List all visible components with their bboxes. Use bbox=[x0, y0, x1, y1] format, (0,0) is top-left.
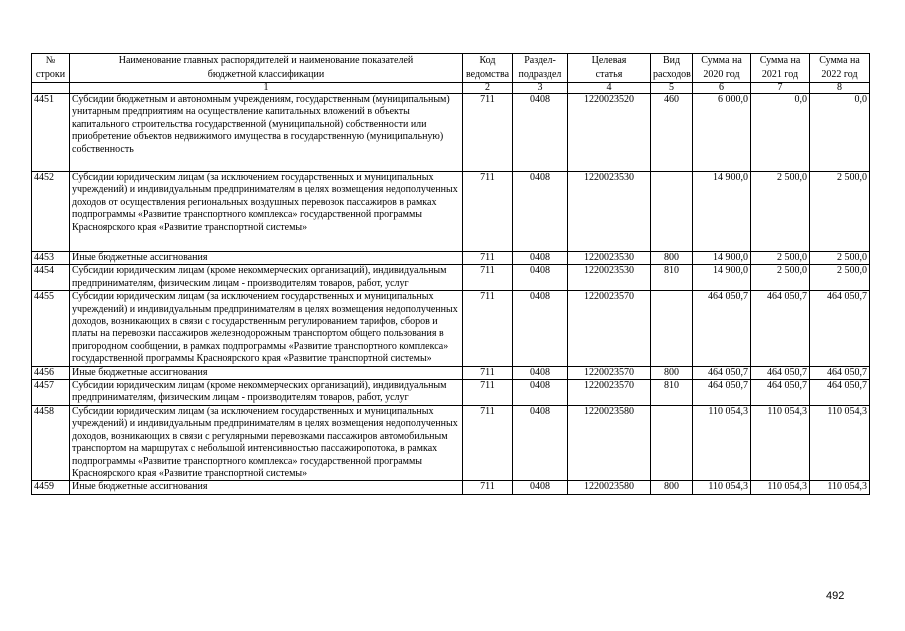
section-subsection: 0408 bbox=[513, 380, 568, 406]
sum-2020: 110 054,3 bbox=[693, 481, 751, 494]
column-number: 8 bbox=[810, 83, 870, 94]
expense-type bbox=[651, 405, 693, 480]
department-code: 711 bbox=[463, 291, 513, 366]
section-subsection: 0408 bbox=[513, 172, 568, 252]
sum-2022: 110 054,3 bbox=[810, 405, 870, 480]
sum-2020: 464 050,7 bbox=[693, 366, 751, 379]
expense-type: 800 bbox=[651, 252, 693, 265]
target-article: 1220023570 bbox=[568, 291, 651, 366]
sum-2020: 464 050,7 bbox=[693, 380, 751, 406]
row-number: 4457 bbox=[32, 380, 70, 406]
sum-2021: 110 054,3 bbox=[751, 405, 810, 480]
header-sum-2021: Сумма на 2021 год bbox=[751, 54, 810, 83]
indicator-name: Субсидии юридическим лицам (за исключением государственных и муниципальных учреждений) и индивидуальным предпринимателям в целях возмещения недополученных доходов, возникающих в связи с государственным регулированием тарифов, сборов и платы на перевозки пассажиров железнодорожным транспортом общего пользования в пригородном сообщении, в рамках подпрограммы «Развитие транспортного комплекса» государственной программы Красноярского края «Развитие транспортной системы» bbox=[70, 291, 463, 366]
header-row bbox=[32, 54, 870, 83]
sum-2022: 464 050,7 bbox=[810, 380, 870, 406]
table-row bbox=[32, 265, 870, 291]
header-type: Вид расходов bbox=[651, 54, 693, 83]
expense-type bbox=[651, 172, 693, 252]
sum-2022: 2 500,0 bbox=[810, 172, 870, 252]
row-number: 4456 bbox=[32, 366, 70, 379]
table-row bbox=[32, 380, 870, 406]
sum-2021: 0,0 bbox=[751, 94, 810, 172]
expense-type: 460 bbox=[651, 94, 693, 172]
sum-2020: 14 900,0 bbox=[693, 172, 751, 252]
sum-2022: 464 050,7 bbox=[810, 366, 870, 379]
section-subsection: 0408 bbox=[513, 366, 568, 379]
section-subsection: 0408 bbox=[513, 481, 568, 494]
column-number: 6 bbox=[693, 83, 751, 94]
column-number: 3 bbox=[513, 83, 568, 94]
table-row bbox=[32, 252, 870, 265]
target-article: 1220023530 bbox=[568, 172, 651, 252]
sum-2021: 464 050,7 bbox=[751, 380, 810, 406]
section-subsection: 0408 bbox=[513, 94, 568, 172]
indicator-name: Субсидии юридическим лицам (за исключением государственных и муниципальных учреждений) и индивидуальным предпринимателям в целях возмещения недополученных доходов от осуществления региональных воздушных перевозок пассажиров в рамках подпрограммы «Развитие транспортного комплекса» государственной программы Красноярского края «Развитие транспортной системы» bbox=[70, 172, 463, 252]
indicator-name: Субсидии юридическим лицам (за исключением государственных и муниципальных учреждений) и индивидуальным предпринимателям в целях возмещения недополученных доходов, возникающих в связи с регулярными перевозками пассажиров автомобильным транспортом на маршрутах с небольшой интенсивностью пассажиропотока, в рамках подпрограммы «Развитие транспортного комплекса» государственной программы Красноярского края «Развитие транспортной системы» bbox=[70, 405, 463, 480]
target-article: 1220023580 bbox=[568, 405, 651, 480]
indicator-name: Субсидии юридическим лицам (кроме некоммерческих организаций), индивидуальным предпринимателям, физическим лицам - производителям товаров, работ, услуг bbox=[70, 380, 463, 406]
section-subsection: 0408 bbox=[513, 252, 568, 265]
row-number: 4452 bbox=[32, 172, 70, 252]
indicator-name: Субсидии бюджетным и автономным учреждениям, государственным (муниципальным) унитарным предприятиям на осуществление капитальных вложений в объекты капитального строительства государственной (муниципальной) собственности или приобретение объектов недвижимого имущества в государственную (муниципальную) собственность bbox=[70, 94, 463, 172]
department-code: 711 bbox=[463, 265, 513, 291]
target-article: 1220023520 bbox=[568, 94, 651, 172]
page-number: 492 bbox=[826, 590, 845, 602]
sum-2021: 110 054,3 bbox=[751, 481, 810, 494]
expense-type: 800 bbox=[651, 481, 693, 494]
header-sum-2020: Сумма на 2020 год bbox=[693, 54, 751, 83]
expense-type: 800 bbox=[651, 366, 693, 379]
department-code: 711 bbox=[463, 366, 513, 379]
row-number: 4455 bbox=[32, 291, 70, 366]
column-number bbox=[32, 83, 70, 94]
header-section: Раздел- подраздел bbox=[513, 54, 568, 83]
header-sum-2022: Сумма на 2022 год bbox=[810, 54, 870, 83]
sum-2020: 110 054,3 bbox=[693, 405, 751, 480]
sum-2020: 14 900,0 bbox=[693, 265, 751, 291]
budget-table bbox=[31, 53, 870, 495]
sum-2020: 464 050,7 bbox=[693, 291, 751, 366]
target-article: 1220023530 bbox=[568, 265, 651, 291]
table-row bbox=[32, 291, 870, 366]
sum-2021: 2 500,0 bbox=[751, 252, 810, 265]
sum-2022: 0,0 bbox=[810, 94, 870, 172]
indicator-name: Иные бюджетные ассигнования bbox=[70, 481, 463, 494]
expense-type: 810 bbox=[651, 380, 693, 406]
sum-2022: 2 500,0 bbox=[810, 265, 870, 291]
department-code: 711 bbox=[463, 252, 513, 265]
header-num: № строки bbox=[32, 54, 70, 83]
table-row bbox=[32, 366, 870, 379]
target-article: 1220023580 bbox=[568, 481, 651, 494]
column-number: 1 bbox=[70, 83, 463, 94]
column-number: 2 bbox=[463, 83, 513, 94]
row-number: 4451 bbox=[32, 94, 70, 172]
sum-2022: 464 050,7 bbox=[810, 291, 870, 366]
sum-2021: 2 500,0 bbox=[751, 172, 810, 252]
row-number: 4454 bbox=[32, 265, 70, 291]
column-number: 5 bbox=[651, 83, 693, 94]
table-header bbox=[32, 54, 870, 94]
header-code: Код ведомства bbox=[463, 54, 513, 83]
target-article: 1220023570 bbox=[568, 366, 651, 379]
column-number: 7 bbox=[751, 83, 810, 94]
sum-2021: 464 050,7 bbox=[751, 291, 810, 366]
department-code: 711 bbox=[463, 94, 513, 172]
indicator-name: Субсидии юридическим лицам (кроме некоммерческих организаций), индивидуальным предпринимателям, физическим лицам - производителям товаров, работ, услуг bbox=[70, 265, 463, 291]
row-number: 4453 bbox=[32, 252, 70, 265]
department-code: 711 bbox=[463, 405, 513, 480]
section-subsection: 0408 bbox=[513, 291, 568, 366]
indicator-name: Иные бюджетные ассигнования bbox=[70, 366, 463, 379]
sum-2020: 14 900,0 bbox=[693, 252, 751, 265]
sum-2020: 6 000,0 bbox=[693, 94, 751, 172]
sum-2022: 2 500,0 bbox=[810, 252, 870, 265]
column-number-row bbox=[32, 83, 870, 94]
table-body bbox=[32, 94, 870, 495]
department-code: 711 bbox=[463, 172, 513, 252]
target-article: 1220023530 bbox=[568, 252, 651, 265]
table-row bbox=[32, 172, 870, 252]
expense-type bbox=[651, 291, 693, 366]
department-code: 711 bbox=[463, 481, 513, 494]
section-subsection: 0408 bbox=[513, 405, 568, 480]
header-article: Целевая статья bbox=[568, 54, 651, 83]
row-number: 4459 bbox=[32, 481, 70, 494]
table-row bbox=[32, 405, 870, 480]
column-number: 4 bbox=[568, 83, 651, 94]
expense-type: 810 bbox=[651, 265, 693, 291]
table-row bbox=[32, 94, 870, 172]
sum-2022: 110 054,3 bbox=[810, 481, 870, 494]
target-article: 1220023570 bbox=[568, 380, 651, 406]
indicator-name: Иные бюджетные ассигнования bbox=[70, 252, 463, 265]
sum-2021: 2 500,0 bbox=[751, 265, 810, 291]
header-name: Наименование главных распорядителей и наименование показателей бюджетной классификации bbox=[70, 54, 463, 83]
table-row bbox=[32, 481, 870, 494]
sum-2021: 464 050,7 bbox=[751, 366, 810, 379]
department-code: 711 bbox=[463, 380, 513, 406]
section-subsection: 0408 bbox=[513, 265, 568, 291]
row-number: 4458 bbox=[32, 405, 70, 480]
